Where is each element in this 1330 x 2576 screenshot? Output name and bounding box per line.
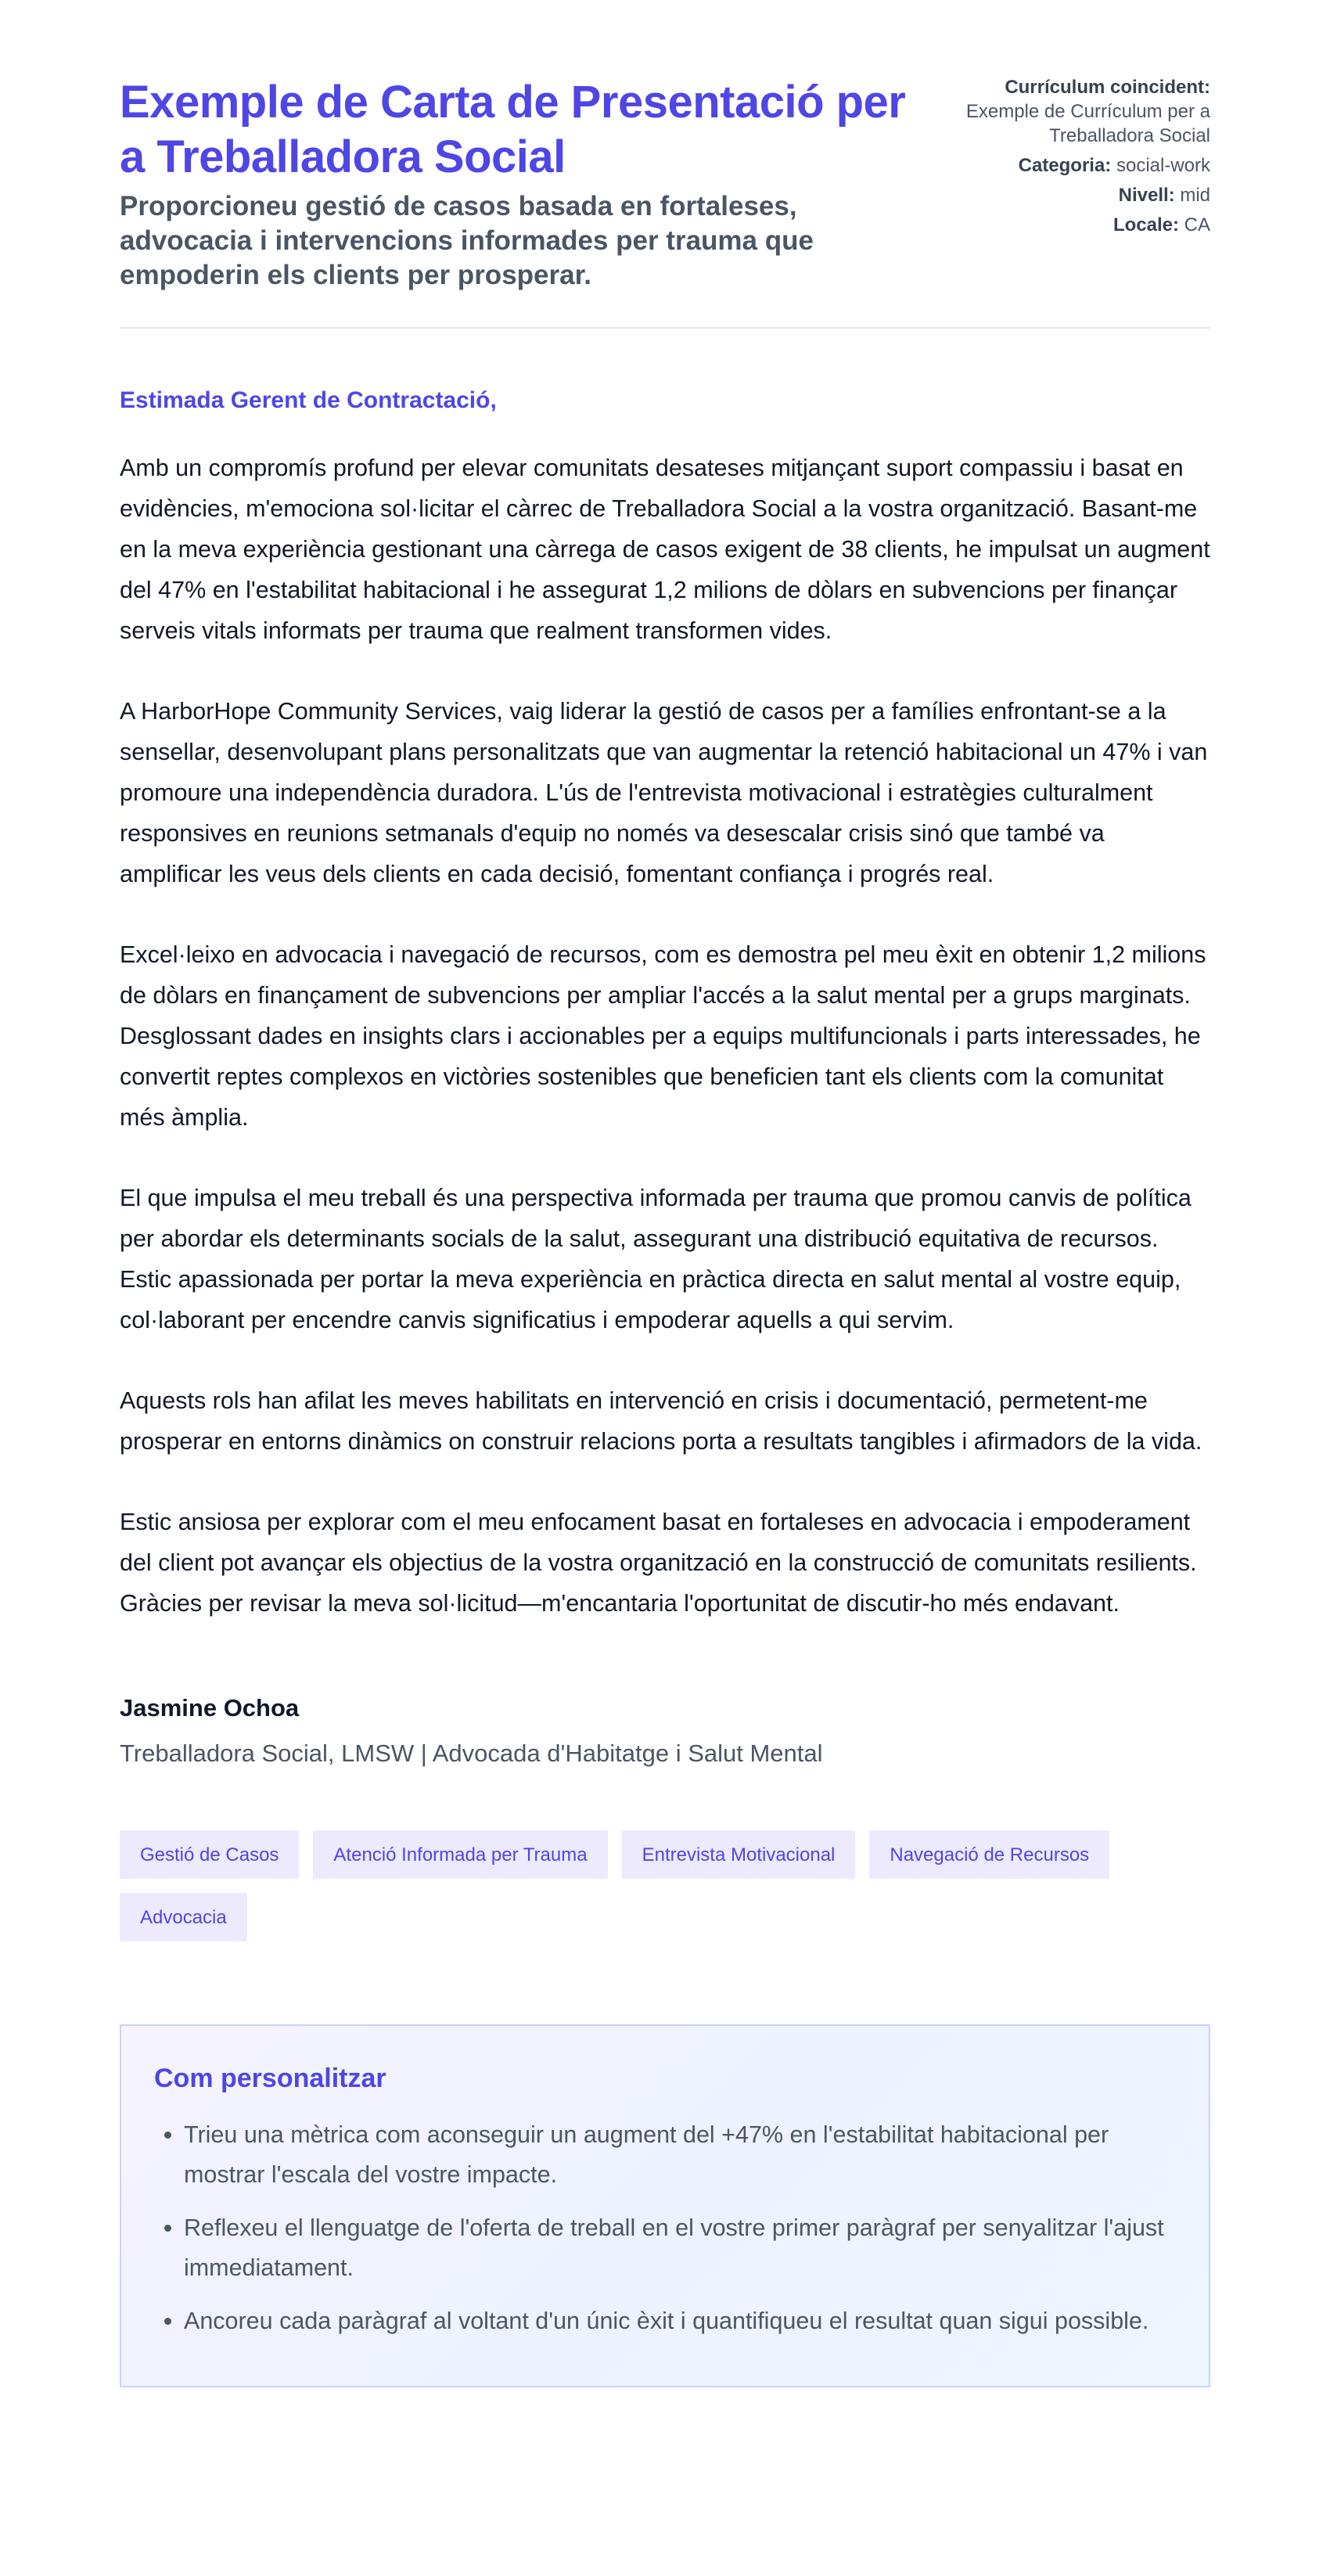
meta-locale-value: CA bbox=[1184, 214, 1210, 236]
metadata-panel bbox=[908, 75, 1210, 243]
letter-paragraph: A HarborHope Community Services, vaig liderar la gestió de casos per a famílies enfrontant-se a la sensellar, desenvolupant plans personalitzats que van augmentar la retenció habitacional un 47% i van promoure una independència duradora. L'ús de l'entrevista motivacional i estratègies culturalment responsives en reunions setmanals d'equip no només va desescalar crisis sinó que també va amplificar les veus dels clients en cada decisió, fomentant confiança i progrés real. bbox=[120, 698, 1208, 887]
letter-paragraph: Estic ansiosa per explorar com el meu enfocament basat en fortaleses en advocacia i empoderament del client pot avançar els objectius de la vostra organització en la construcció de comunitats resilients. Gràcies per revisar la meva sol·licitud—m'encantaria l'oportunitat de discutir-ho més endavant. bbox=[120, 1509, 1197, 1617]
page-header bbox=[120, 75, 1210, 329]
page-title: Exemple de Carta de Presentació per a Treballadora Social bbox=[120, 77, 906, 182]
letter-paragraph: Excel·leixo en advocacia i navegació de recursos, com es demostra pel meu èxit en obtenir 1,2 milions de dòlars en finançament de subvencions per ampliar l'accés a la salut mental per a grups marginats. Desglossant dades en insights clars i accionables per a equips multifuncionals i parts interessades, he convertit reptes complexos en victòries sostenibles que beneficien tant els clients com la comunitat més àmplia. bbox=[120, 941, 1206, 1131]
meta-matched-resume bbox=[908, 75, 1210, 148]
tip-item: • Trieu una mètrica com aconseguir un augment del +47% en l'estabilitat habitacional per mostrar l'escala del vostre impacte. bbox=[184, 2115, 1176, 2195]
tip-item: • Reflexeu el llenguatge de l'oferta de treball en el vostre primer paràgraf per senyalitzar l'ajust immediatament. bbox=[184, 2208, 1176, 2288]
letter-body bbox=[120, 448, 1210, 1624]
skill-tag: Gestió de Casos bbox=[120, 1830, 299, 1879]
meta-matched-resume-label: Currículum coincident: bbox=[1005, 77, 1210, 98]
meta-matched-resume-value: Exemple de Currículum per a Treballadora Social bbox=[965, 101, 1210, 146]
skill-tag: Advocacia bbox=[120, 1893, 247, 1941]
meta-locale-label: Locale: bbox=[1113, 214, 1179, 236]
meta-level-label: Nivell: bbox=[1118, 185, 1175, 206]
signature-name: Jasmine Ochoa bbox=[120, 1694, 300, 1722]
page-subtitle: Proporcioneu gestió de casos basada en fortaleses, advocacia i intervencions informades per trauma que empoderin els clients per prosperar. bbox=[120, 191, 814, 290]
meta-category bbox=[908, 153, 1210, 178]
letter-paragraph: El que impulsa el meu treball és una perspectiva informada per trauma que promou canvis de política per abordar els determinants socials de la salut, assegurant una distribució equitativa de recursos. Estic apassionada per portar la meva experiència en pràctica directa en salut mental al vostre equip, col·laborant per encendre canvis significatius i empoderar aquells a qui servim. bbox=[120, 1185, 1192, 1333]
meta-level bbox=[908, 183, 1210, 207]
skill-tag: Entrevista Motivacional bbox=[622, 1830, 856, 1879]
skill-tags bbox=[120, 1830, 1210, 1941]
letter-paragraph: Amb un compromís profund per elevar comunitats desateses mitjançant suport compassiu i basat en evidències, m'emociona sol·licitar el càrrec de Treballadora Social a la vostra organització. Basant-me en la meva experiència gestionant una càrrega de casos exigent de 38 clients, he impulsat un augment del 47% en l'estabilitat habitacional i he assegurat 1,2 milions de dòlars en subvencions per finançar serveis vitals informats per trauma que realment transformen vides. bbox=[120, 455, 1210, 644]
tip-item: • Ancoreu cada paràgraf al voltant d'un únic èxit i quantifiqueu el resultat quan sigui possible. bbox=[184, 2301, 1176, 2341]
header-title-block bbox=[120, 75, 908, 293]
meta-level-value: mid bbox=[1180, 185, 1210, 206]
meta-locale bbox=[908, 213, 1210, 237]
meta-category-value: social-work bbox=[1116, 155, 1210, 176]
customization-tips-box bbox=[120, 2024, 1210, 2387]
signature-block bbox=[120, 1693, 1210, 1769]
letter-paragraph: Aquests rols han afilat les meves habilitats en intervenció en crisis i documentació, permetent-me prosperar en entorns dinàmics on construir relacions porta a resultats tangibles i afirmadors de la vida. bbox=[120, 1387, 1202, 1455]
signature-role: Treballadora Social, LMSW | Advocada d'Habitatge i Salut Mental bbox=[120, 1740, 823, 1767]
tips-list bbox=[154, 2115, 1176, 2341]
letter-salutation: Estimada Gerent de Contractació, bbox=[120, 387, 497, 413]
skill-tag: Atenció Informada per Trauma bbox=[313, 1830, 607, 1879]
tips-title: Com personalitzar bbox=[154, 2063, 386, 2093]
skill-tag: Navegació de Recursos bbox=[869, 1830, 1109, 1879]
meta-category-label: Categoria: bbox=[1018, 155, 1112, 176]
